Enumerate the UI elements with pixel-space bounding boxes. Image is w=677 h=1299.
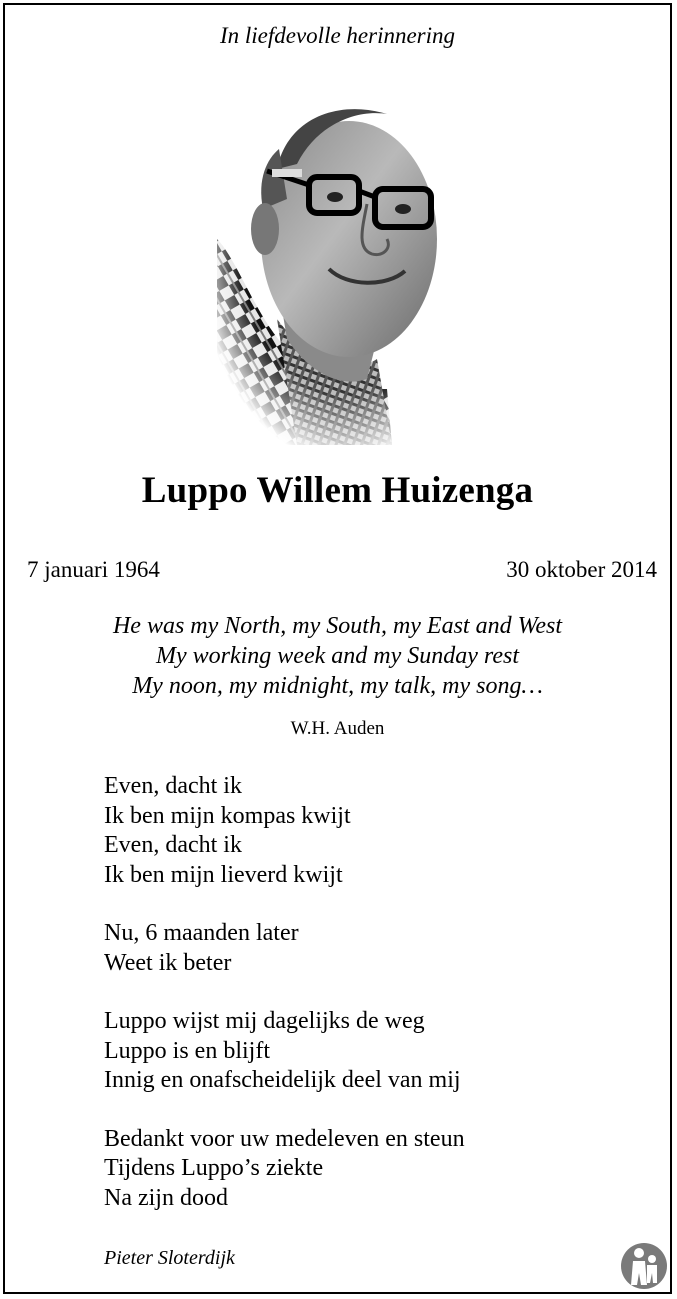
poem-line: Ik ben mijn lieverd kwijt [104, 861, 343, 888]
quote-line: My noon, my midnight, my talk, my song… [132, 673, 543, 699]
poem-line: Even, dacht ik [104, 832, 242, 858]
poem-line: Luppo wijst mij dagelijks de weg [104, 1008, 425, 1034]
quote-block [5, 611, 670, 701]
death-date: 30 oktober 2014 [506, 557, 657, 582]
quote-author: W.H. Auden [290, 718, 385, 739]
memorial-logo-icon [619, 1241, 669, 1291]
poem-line: Luppo is en blijft [104, 1037, 270, 1064]
poem-line: Nu, 6 maanden later [104, 920, 299, 946]
poem-stanza [104, 1007, 465, 1096]
signature: Pieter Sloterdijk [104, 1247, 235, 1269]
poem-line: Innig en onafscheidelijk deel van mij [104, 1067, 461, 1093]
quote-line: My working week and my Sunday rest [155, 643, 520, 669]
poem-stanza [104, 919, 465, 978]
quote-line: He was my North, my South, my East and West [112, 613, 563, 639]
birth-date: 7 januari 1964 [27, 557, 160, 582]
poem-line: Na zijn dood [104, 1184, 228, 1211]
portrait-photo [217, 89, 449, 445]
deceased-name: Luppo Willem Huizenga [141, 470, 534, 511]
poem-line: Weet ik beter [104, 949, 232, 976]
poem-line: Ik ben mijn kompas kwijt [104, 802, 351, 829]
poem-line: Bedankt voor uw medeleven en steun [104, 1125, 465, 1152]
poem-line: Even, dacht ik [104, 773, 242, 799]
poem-stanza [104, 1125, 465, 1214]
poem-block [104, 772, 465, 1242]
memorial-card [3, 3, 672, 1294]
poem-stanza [104, 772, 465, 890]
intro-text: In liefdevolle herinnering [219, 23, 456, 48]
poem-line: Tijdens Luppo’s ziekte [104, 1155, 324, 1181]
